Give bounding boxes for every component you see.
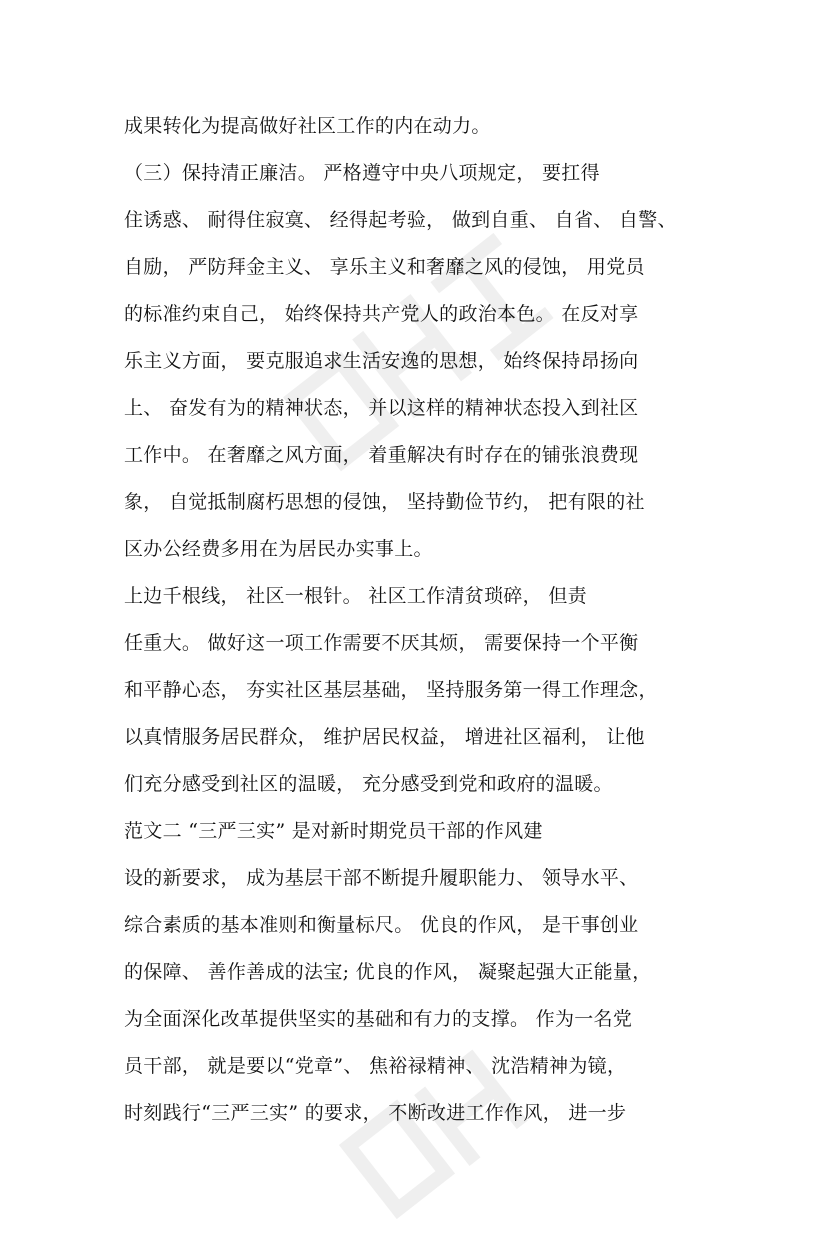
text-line-12: 任重大。 做好这一项工作需要不厌其烦， 需要保持一个平衡 [124,632,639,654]
text-line-15: 们充分感受到社区的温暖， 充分感受到党和政府的温暖。 [124,773,613,795]
text-line-11: 上边千根线， 社区一根针。 社区工作清贫琐碎， 但责 [124,585,587,607]
text-line-10: 区办公经费多用在为居民办实事上。 [124,538,433,560]
text-line-3: 住诱惑、 耐得住寂寞、 经得起考验， 做到自重、 自省、 自警、 [124,209,677,231]
text-line-20: 为全面深化改革提供坚实的基础和有力的支撑。 作为一名党 [124,1008,633,1030]
text-line-7: 上、 奋发有为的精神状态， 并以这样的精神状态投入到社区 [124,397,639,419]
text-line-18: 综合素质的基本准则和衡量标尺。 优良的作风， 是干事创业 [124,914,639,936]
text-line-21: 员干部， 就是要以“党章”、 焦裕禄精神、 沈浩精神为镜， [124,1055,627,1077]
text-line-1: 成果转化为提高做好社区工作的内在动力。 [124,115,491,137]
text-line-2: （三）保持清正廉洁。 严格遵守中央八项规定， 要扛得 [124,162,600,184]
text-line-22: 时刻践行“三严三实” 的要求， 不断改进工作作风， 进一步 [124,1102,627,1124]
text-line-16: 范文二 “三严三实” 是对新时期党员干部的作风建 [124,820,543,842]
text-line-19: 的保障、 善作善成的法宝; 优良的作风， 凝聚起强大正能量， [124,961,652,983]
text-line-6: 乐主义方面， 要克服追求生活安逸的思想， 始终保持昂扬向 [124,350,639,372]
text-line-4: 自励， 严防拜金主义、 享乐主义和奢靡之风的侵蚀， 用党员 [124,256,645,278]
text-line-17: 设的新要求， 成为基层干部不断提升履职能力、 领导水平、 [124,867,639,889]
text-line-9: 象， 自觉抵制腐朽思想的侵蚀， 坚持勤俭节约， 把有限的社 [124,491,645,513]
text-line-13: 和平静心态， 夯实社区基层基础， 坚持服务第一得工作理念， [124,679,658,701]
text-line-14: 以真情服务居民群众， 维护居民权益， 增进社区福利， 让他 [124,726,645,748]
text-line-8: 工作中。 在奢靡之风方面， 着重解决有时存在的铺张浪费现 [124,444,639,466]
text-line-5: 的标准约束自己， 始终保持共产党人的政治本色。 在反对享 [124,303,639,325]
